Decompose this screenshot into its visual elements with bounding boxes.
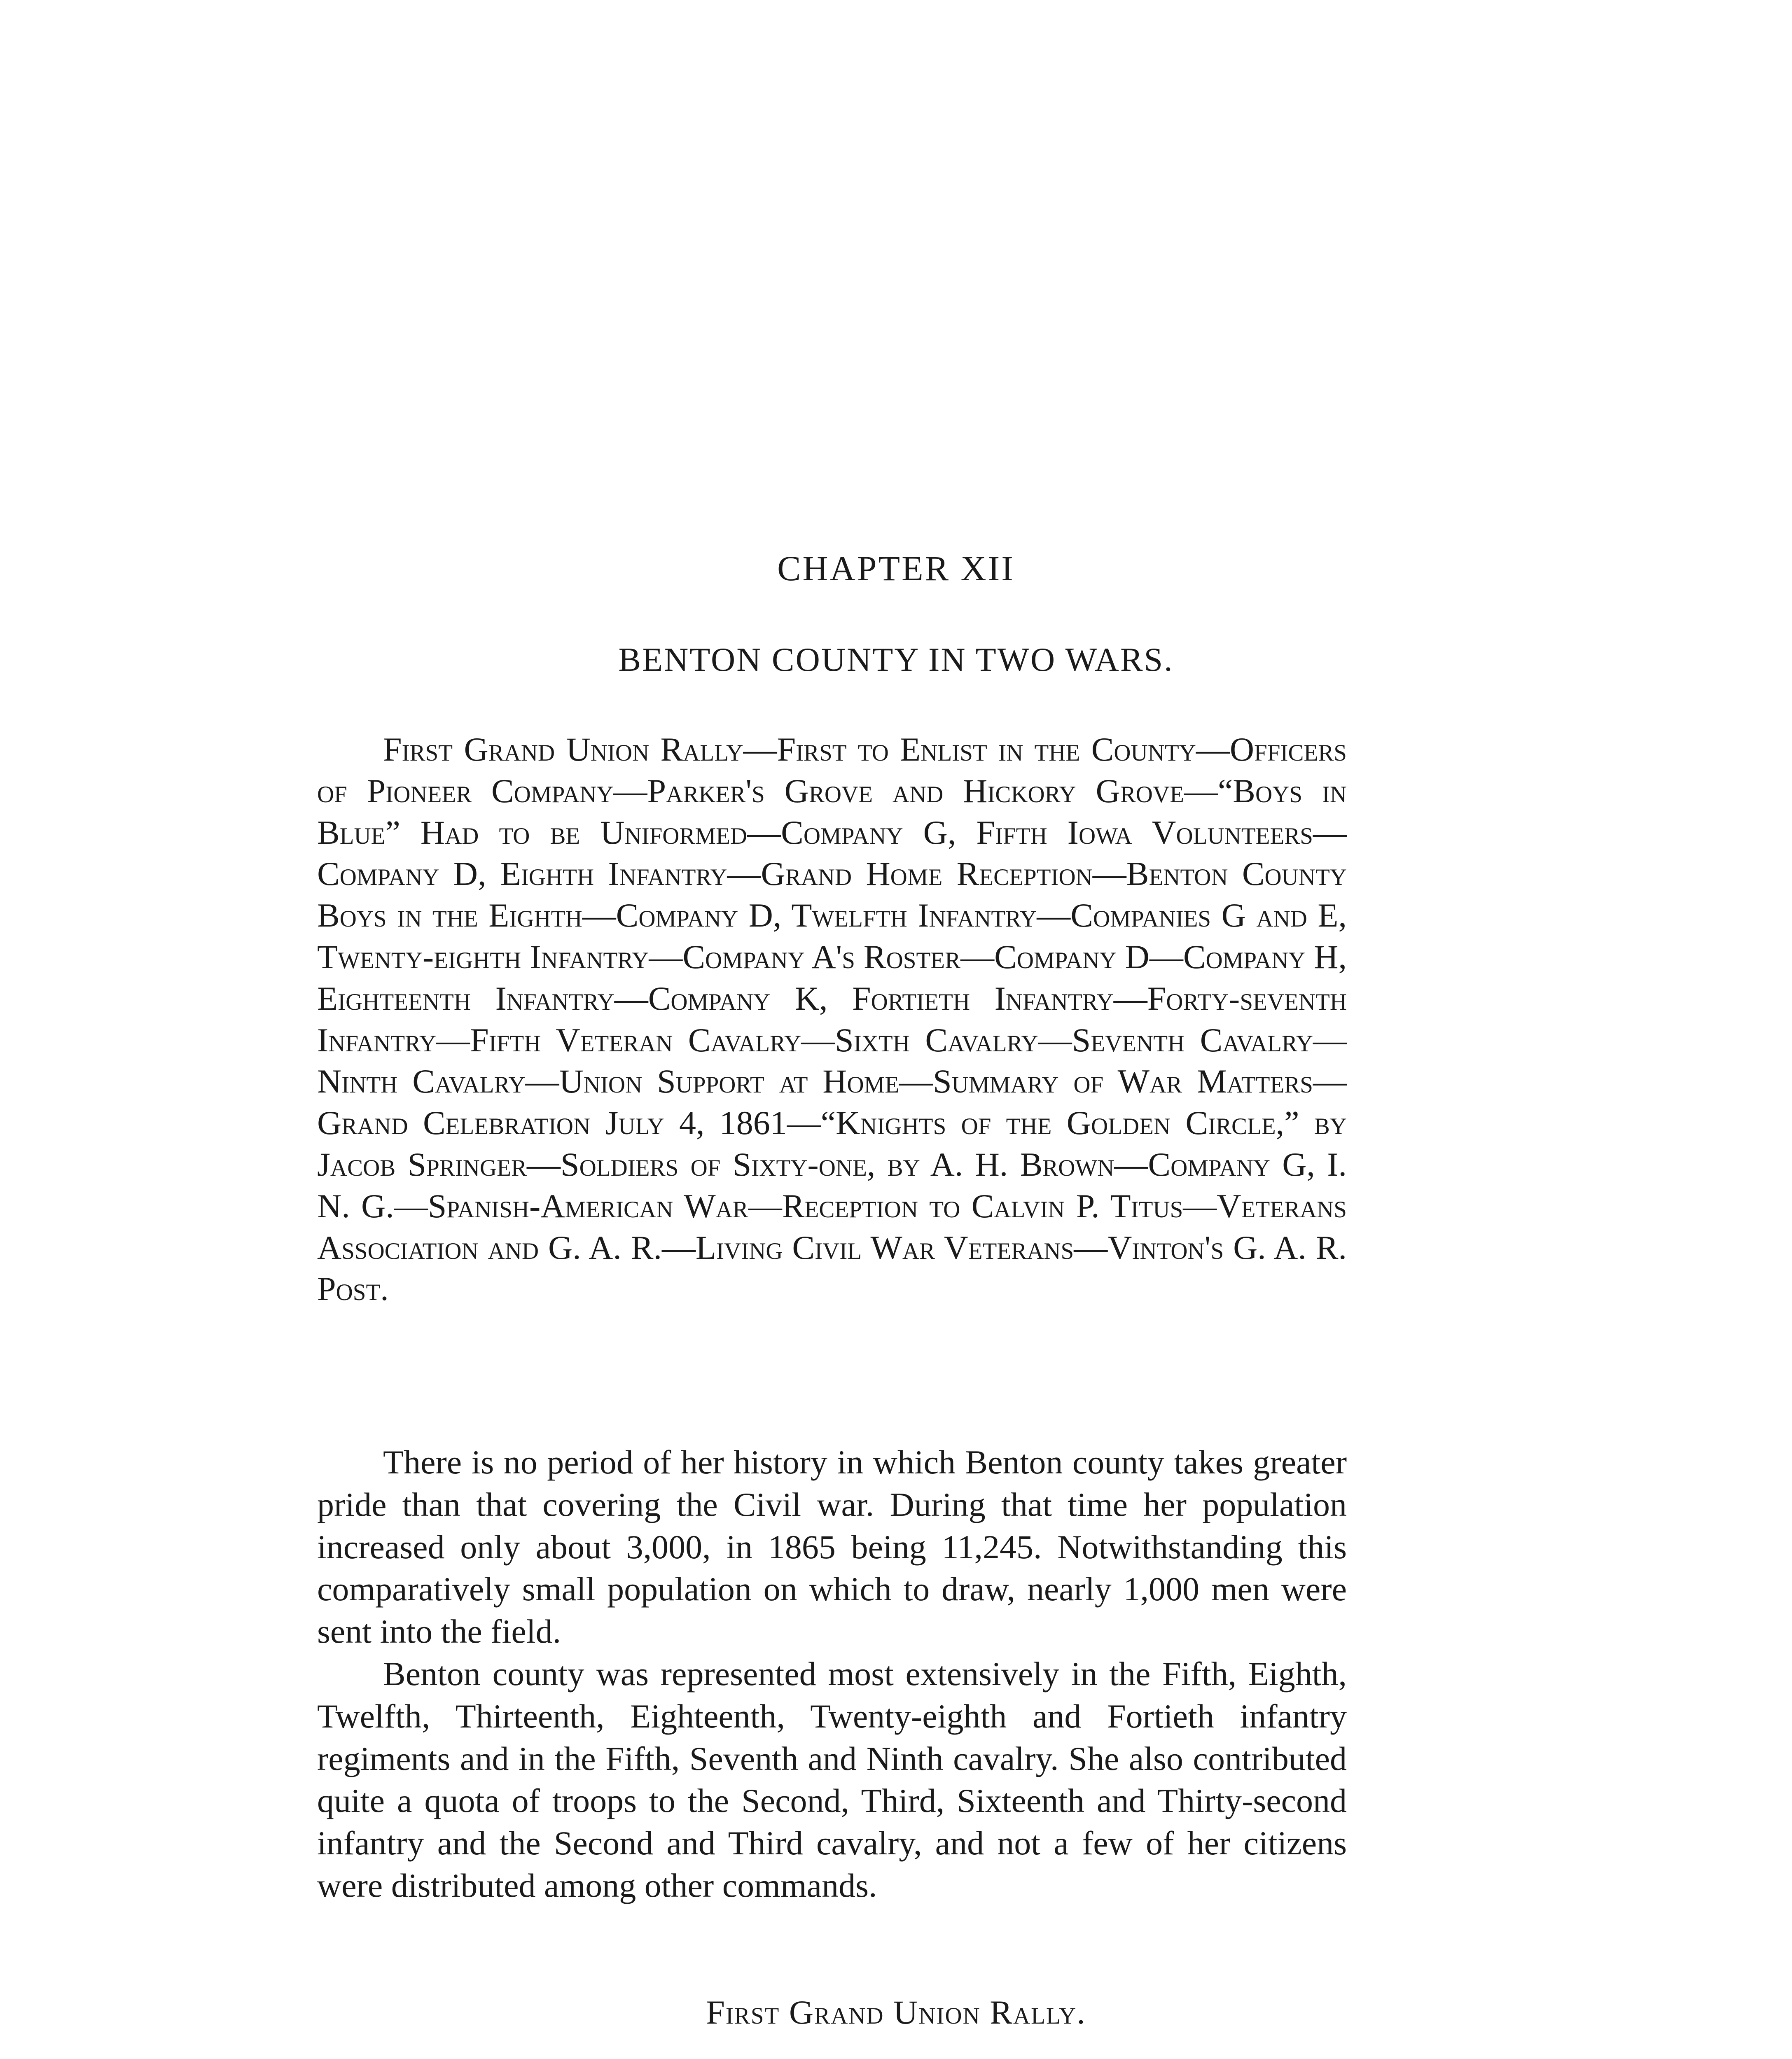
paragraph: Benton county was represented most extensively in the Fifth, Eighth, Twelfth, Thirteenth, Eighteenth, Twenty-eighth and Fortieth infantry regiments and in the Fifth, Seventh and Ninth cavalry. She also contributed quite a quota of troops to the Second, Third, Sixteenth and Thirty-second infantry and the Second and Third cavalry, and not a few of her citizens were distributed among other commands. bbox=[317, 1655, 1347, 1904]
section-heading: First Grand Union Rally. bbox=[706, 1994, 1086, 2031]
chapter-subtitle: BENTON COUNTY IN TWO WARS. bbox=[618, 641, 1174, 678]
chapter-title: CHAPTER XII bbox=[777, 549, 1015, 588]
intro-text bbox=[317, 1441, 1347, 1907]
chapter-synopsis: First Grand Union Rally—First to Enlist in the County—Officers of Pioneer Company—Parker's Grove and Hickory Grove—“Boys in Blue” Had to be Uniformed—Company G, Fifth Iowa Volunteers—Company D, Eighth Infantry—Grand Home Reception—Benton County Boys in the Eighth—Company D, Twelfth Infantry—Companies G and E, Twenty-eighth Infantry—Company A's Roster—Company D—Company H, Eighteenth Infantry—Company K, Fortieth Infantry—Forty-seventh Infantry—Fifth Veteran Cavalry—Sixth Cavalry—Seventh Cavalry—Ninth Cavalry—Union Support at Home—Summary of War Matters—Grand Celebration July 4, 1861—“Knights of the Golden Circle,” by Jacob Springer—Soldiers of Sixty-one, by A. H. Brown—Company G, I. N. G.—Spanish-American War—Reception to Calvin P. Titus—Veterans Association and G. A. R.—Living Civil War Veterans—Vinton's G. A. R. Post. bbox=[317, 731, 1347, 1308]
paragraph: There is no period of her history in which Benton county takes greater pride than that covering the Civil war. During that time her population increased only about 3,000, in 1865 being 11,245. Notwithstanding this comparatively small population on which to draw, nearly 1,000 men were sent into the field. bbox=[317, 1443, 1347, 1650]
